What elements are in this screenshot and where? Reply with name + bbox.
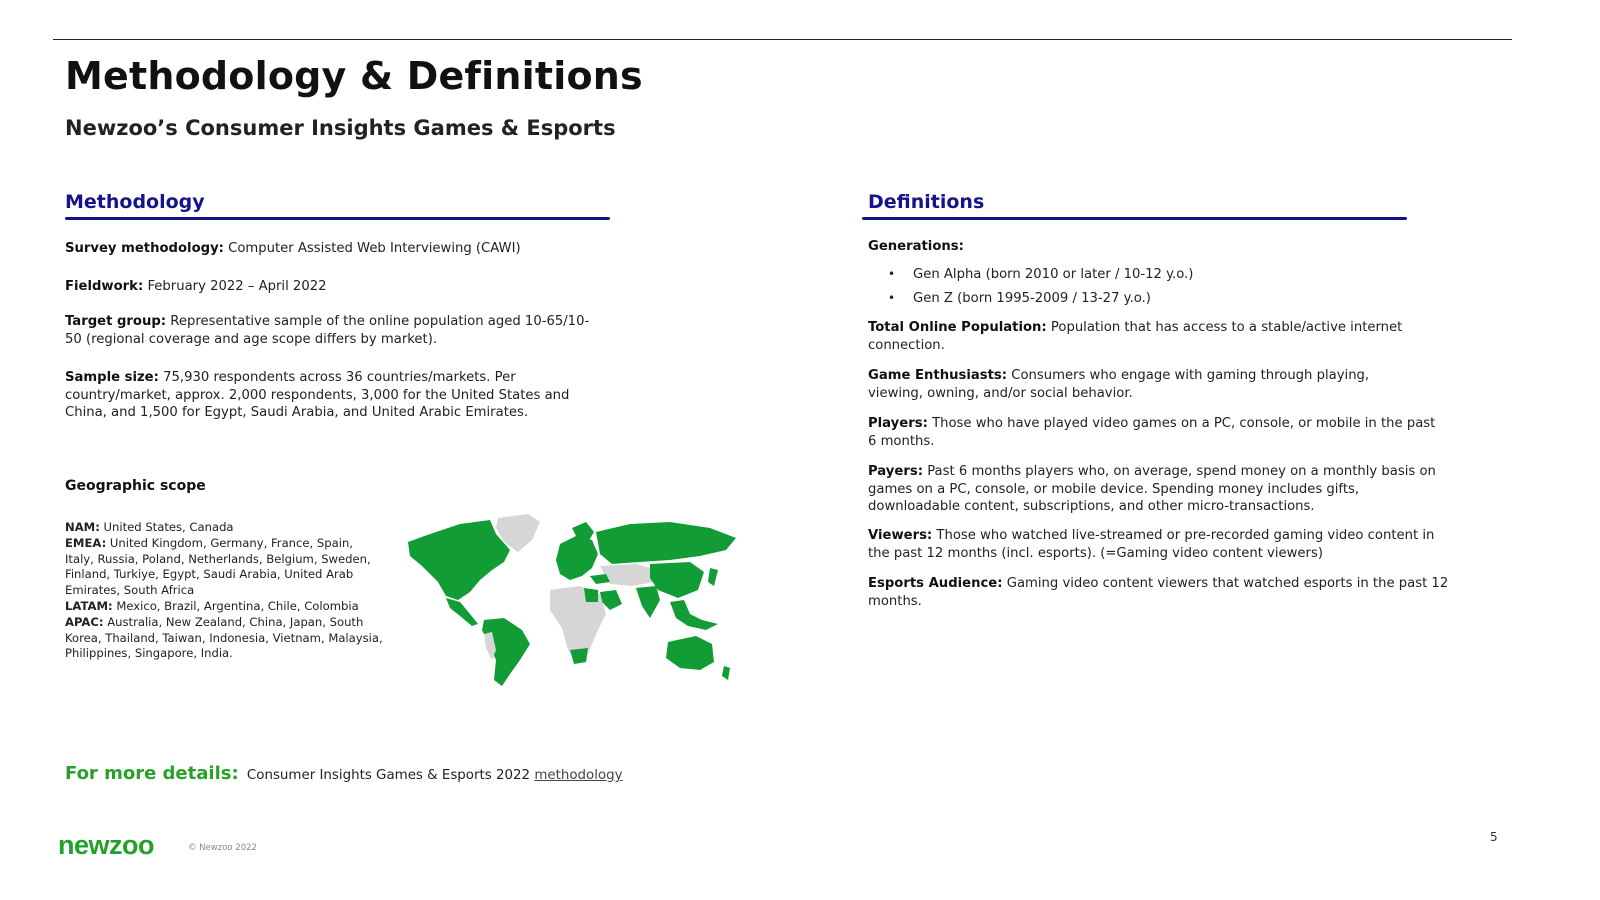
survey-methodology-label: Survey methodology:	[65, 241, 224, 256]
survey-methodology	[65, 240, 610, 258]
def-text: Population that has access to a stable/active internet connection.	[868, 320, 1403, 353]
region-latam-countries: Mexico, Brazil, Argentina, Chile, Colombia	[116, 598, 359, 613]
region-emea	[65, 536, 385, 599]
region-latam	[65, 599, 385, 615]
def-text: Consumers who engage with gaming through playing, viewing, owning, and/or social behavior.	[868, 368, 1370, 401]
copyright: © Newzoo 2022	[188, 843, 257, 853]
sample-size-label: Sample size:	[65, 370, 159, 385]
methodology-heading: Methodology	[65, 191, 205, 213]
def-text: Those who watched live-streamed or pre-recorded gaming video content in the past 12 months (incl. esports). (=Gaming video content viewers)	[868, 528, 1435, 561]
map-egypt	[584, 588, 598, 602]
geographic-scope-list	[65, 520, 385, 662]
def-label: Total Online Population:	[868, 320, 1047, 335]
def-label: Game Enthusiasts:	[868, 368, 1008, 383]
page-title: Methodology & Definitions	[65, 54, 643, 98]
generation-gen-z: Gen Z (born 1995-2009 / 13-27 y.o.)	[913, 290, 1151, 306]
more-details-text: Consumer Insights Games & Esports 2022	[246, 768, 531, 783]
bullet-icon: •	[888, 267, 896, 281]
methodology-rule	[65, 217, 610, 220]
region-nam-countries: United States, Canada	[103, 520, 234, 534]
def-text: Past 6 months players who, on average, spend money on a monthly basis on games on a PC, console, or mobile device. Spending money includes gifts, downloadable content, subscriptions, and other micro-transactions.	[868, 464, 1436, 514]
page-number: 5	[1490, 830, 1498, 844]
fieldwork	[65, 278, 610, 296]
page-subtitle: Newzoo’s Consumer Insights Games & Esports	[65, 116, 616, 140]
target-group-value: Representative sample of the online population aged 10-65/10-50 (regional coverage and age scope differs by market).	[65, 314, 590, 347]
map-japan	[708, 568, 718, 586]
map-russia	[596, 522, 736, 564]
def-label: Players:	[868, 416, 928, 431]
def-payers	[868, 463, 1448, 516]
sample-size	[65, 369, 613, 422]
target-group	[65, 313, 600, 348]
def-viewers	[868, 527, 1458, 562]
generations-list	[888, 262, 1193, 310]
world-coverage-map	[400, 510, 745, 690]
region-emea-label: EMEA:	[65, 535, 107, 550]
region-apac-countries: Australia, New Zealand, China, Japan, South Korea, Thailand, Taiwan, Indonesia, Vietnam, Malaysia, Philippines, Singapore, India.	[65, 614, 383, 661]
region-apac	[65, 615, 385, 662]
definitions-heading: Definitions	[868, 191, 985, 213]
survey-methodology-value: Computer Assisted Web Interviewing (CAWI)	[228, 241, 521, 256]
region-latam-label: LATAM:	[65, 598, 113, 613]
def-esports-audience	[868, 575, 1458, 610]
generations-label	[868, 238, 964, 256]
map-mexico	[446, 598, 478, 626]
def-text: Those who have played video games on a PC, console, or mobile in the past 6 months.	[868, 416, 1436, 449]
fieldwork-value: February 2022 – April 2022	[147, 279, 327, 294]
sample-size-value: 75,930 respondents across 36 countries/markets. Per country/market, approx. 2,000 respondents, 3,000 for the United States and China, and 1,500 for Egypt, Saudi Arabia, and United Arabic Emirates.	[65, 370, 570, 420]
fieldwork-label: Fieldwork:	[65, 279, 144, 294]
bullet-icon: •	[888, 291, 896, 305]
def-label: Esports Audience:	[868, 576, 1003, 591]
map-southeast-asia	[670, 600, 718, 630]
geographic-scope-heading: Geographic scope	[65, 478, 206, 494]
newzoo-logo: newzoo	[58, 830, 154, 860]
def-label: Viewers:	[868, 528, 933, 543]
region-apac-label: APAC:	[65, 614, 104, 629]
list-item	[888, 262, 1193, 286]
more-details-lead: For more details:	[65, 763, 239, 784]
map-new-zealand	[722, 666, 730, 680]
region-emea-countries: United Kingdom, Germany, France, Spain, Italy, Russia, Poland, Netherlands, Belgium, Sweden, Finland, Turkiye, Egypt, Saudi Arabia, United Arab Emirates, South Africa	[65, 535, 371, 598]
map-south-africa	[570, 648, 588, 664]
map-china	[650, 562, 704, 598]
map-north-america	[408, 520, 510, 600]
def-text: Gaming video content viewers that watched esports in the past 12 months.	[868, 576, 1449, 609]
map-australia	[666, 636, 714, 670]
map-india	[636, 586, 660, 618]
generations-label-text: Generations:	[868, 239, 964, 254]
definitions-rule	[862, 217, 1407, 220]
region-nam-label: NAM:	[65, 520, 100, 534]
more-details	[65, 763, 623, 784]
target-group-label: Target group:	[65, 314, 167, 329]
def-label: Payers:	[868, 464, 923, 479]
def-game-enthusiasts	[868, 367, 1428, 402]
top-rule	[53, 39, 1512, 40]
methodology-link[interactable]: methodology	[534, 768, 623, 783]
region-nam	[65, 520, 385, 536]
def-total-online-population	[868, 319, 1448, 354]
map-europe	[556, 536, 598, 580]
generation-gen-alpha: Gen Alpha (born 2010 or later / 10-12 y.o.)	[913, 266, 1194, 282]
def-players	[868, 415, 1443, 450]
list-item	[888, 286, 1193, 310]
map-central-asia	[600, 564, 658, 586]
